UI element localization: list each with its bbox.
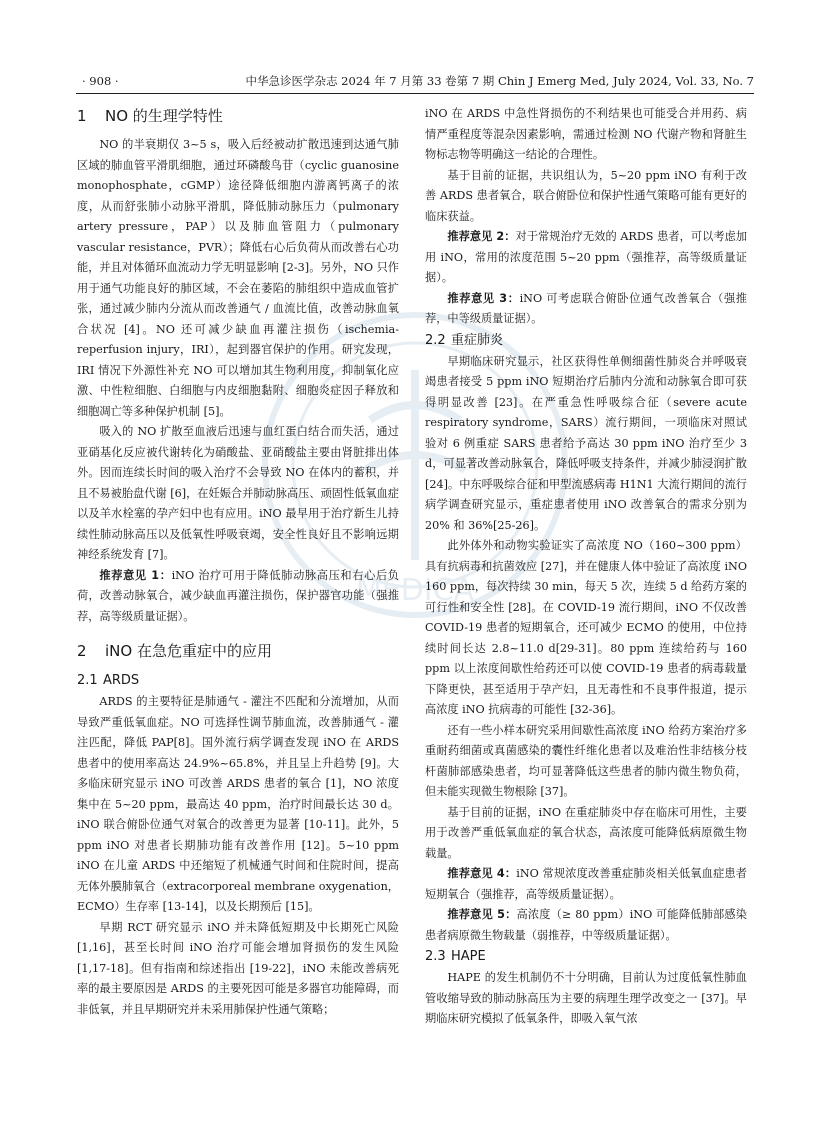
section-2-heading xyxy=(77,639,399,663)
paragraph: HAPE 的发生机制仍不十分明确，目前认为过度低氧性肺血管收缩导致的肺动脉高压为主要的病理生理学改变之一 [37]。早期临床研究模拟了低氧条件，即吸入氧气浓 xyxy=(425,971,747,1025)
recommendation-label: 推荐意见 3： xyxy=(447,291,520,305)
recommendation-2 xyxy=(425,227,747,289)
recommendation-text: 高浓度（≥ 80 ppm）iNO 可能降低肺部感染患者病原微生物载量（弱推荐，中等级质量证据）。 xyxy=(425,908,747,942)
subsection-title: ARDS xyxy=(103,673,140,688)
recommendation-text: iNO 治疗可用于降低肺动脉高压和右心后负荷，改善动脉氧合，减少缺血再灌注损伤，保护器官功能（强推荐，高等级质量证据）。 xyxy=(77,568,399,623)
page-number: · 908 · xyxy=(82,74,119,88)
recommendation-4 xyxy=(425,864,747,905)
subsection-number: 2.3 xyxy=(425,949,446,964)
paragraph: 早期 RCT 研究显示 iNO 并未降低短期及中长期死亡风险 [1,16]，甚至长时间 iNO 治疗可能会增加肾损伤的发生风险 [1,17-18]。但有指南和综述指出 [19-22]，iNO 未能改善病死率的最主要原因是 ARDS 的主要死因可能是多器官功能障碍，而非低氧，并且早期研究并未采用肺保护性通气策略； xyxy=(77,920,399,1016)
recommendation-label: 推荐意见 5： xyxy=(447,908,517,921)
section-title: NO 的生理学特性 xyxy=(105,107,223,125)
section-title: iNO 在急危重症中的应用 xyxy=(105,642,272,660)
section-number: 1 xyxy=(77,107,87,125)
recommendation-text: 对于常规治疗无效的 ARDS 患者，可以考虑加用 iNO，常用的浓度范围 5~20 ppm（强推荐，高等级质量证据）。 xyxy=(425,230,748,284)
recommendation-3 xyxy=(425,289,747,330)
paragraph: 吸入的 NO 扩散至血液后迅速与血红蛋白结合而失活，通过亚硝基化反应被代谢转化为硝酸盐、亚硝酸盐主要由肾脏排出体外。因而连续长时间的吸入治疗不会导致 NO 在体内的蓄积，并且不易被胎盘代谢 [6]，在妊娠合并肺动脉高压、顽固性低氧血症以及羊水栓塞的孕产妇中也有应用。iNO 最早用于治疗新生儿持续性肺动脉高压以及低氧性呼吸衰竭，安全性良好且不影响远期神经系统发育 [7]。 xyxy=(77,425,399,561)
paragraph: ARDS 的主要特征是肺通气 - 灌注不匹配和分流增加，从而导致严重低氧血症。NO 可选择性调节肺血流，改善肺通气 - 灌注匹配，降低 PAP[8]。国外流行病学调查发现 iNO 在 ARDS 患者中的使用率高达 24.9%~65.8%，并且呈上升趋势 [9]。大多临床研究显示 iNO 可改善 ARDS 患者的氧合 [1]，NO 浓度集中在 5~20 ppm，最高达 40 ppm，治疗时间最长达 30 d。iNO 联合俯卧位通气对氧合的改善更为显著 [10-11]。此外，5 ppm iNO 对患者长期肺功能有改善作用 [12]。5~10 ppm iNO 在儿童 ARDS 中还缩短了机械通气时间和住院时间，提高无体外膜肺氧合（extracorporeal membrane oxygenation，ECMO）生存率 [13-14]，以及长期预后 [15]。 xyxy=(77,695,399,913)
subsection-title: 重症肺炎 xyxy=(451,332,504,348)
right-column xyxy=(425,104,747,1030)
journal-citation: 中华急诊医学杂志 2024 年 7 月第 33 卷第 7 期 Chin J Emerg Med, July 2024, Vol. 33, No. 7 xyxy=(245,74,754,88)
subsection-number: 2.1 xyxy=(77,673,98,688)
paragraph: 还有一些小样本研究采用间歇性高浓度 iNO 给药方案治疗多重耐药细菌或真菌感染的囊性纤维化患者以及难治性非结核分枝杆菌肺部感染患者，均可显著降低这些患者的肺内微生物负荷，但未能实现微生物根除 [37]。 xyxy=(425,723,747,798)
paragraph: 早期临床研究显示，社区获得性单侧细菌性肺炎合并呼吸衰竭患者接受 5 ppm iNO 短期治疗后肺内分流和动脉氧合即可获得明显改善 [23]。在严重急性呼吸综合征（severe acute respiratory syndrome，SARS）流行期间，一项临床对照试验对 6 例重症 SARS 患者给予高达 30 ppm iNO 治疗至少 3 d，可显著改善动脉氧合，降低呼吸支持条件，并减少肺浸润扩散 [24]。中东呼吸综合征和甲型流感病毒 H1N1 大流行期间的流行病学调查研究显示，重症患者使用 iNO 改善氧合的需求分别为 20% 和 36%[25-26]。 xyxy=(425,354,747,532)
subsection-2-2-heading xyxy=(425,330,747,352)
paragraph: 基于目前的证据，共识组认为，5~20 ppm iNO 有利于改善 ARDS 患者氧合，联合俯卧位和保护性通气策略可能有更好的临床获益。 xyxy=(425,168,747,223)
recommendation-5 xyxy=(425,905,747,946)
section-1-heading xyxy=(77,104,399,128)
running-header xyxy=(76,71,754,94)
recommendation-1 xyxy=(77,566,399,628)
recommendation-label: 推荐意见 4： xyxy=(447,867,517,880)
paragraph: 此外体外和动物实验证实了高浓度 NO（160~300 ppm）具有抗病毒和抗菌效应 [27]，并在健康人体中验证了高浓度 iNO 160 ppm，每次持续 30 min，每天 5 次，连续 5 d 给药方案的可行性和安全性 [28]。在 COVID-19 流行期间，iNO 不仅改善 COVID-19 患者的短期氧合，还可减少 ECMO 的使用，中位持续时间长达 2.8~11.0 d[29-31]。80 ppm 连续给药与 160 ppm 以上浓度间歇性给药还可以使 COVID-19 患者的病毒载量下降更快，甚至适用于孕产妇，且无毒性和不良事件报道，提示高浓度 iNO 抗病毒的可能性 [32-36]。 xyxy=(425,539,747,716)
subsection-title: HAPE xyxy=(451,949,486,964)
section-number: 2 xyxy=(77,642,87,660)
paragraph: iNO 在 ARDS 中急性肾损伤的不利结果也可能受合并用药、病情严重程度等混杂因素影响，需通过检测 NO 代谢产物和肾脏生物标志物等明确这一结论的合理性。 xyxy=(425,107,747,161)
recommendation-text: iNO 常规浓度改善重症肺炎相关低氧血症患者短期氧合（强推荐，高等级质量证据）。 xyxy=(425,867,747,901)
subsection-number: 2.2 xyxy=(425,332,446,348)
subsection-2-3-heading xyxy=(425,946,747,968)
subsection-2-1-heading xyxy=(77,670,399,692)
left-column xyxy=(77,104,399,1020)
recommendation-text: iNO 可考虑联合俯卧位通气改善氧合（强推荐，中等级质量证据）。 xyxy=(425,291,747,325)
paragraph: NO 的半衰期仅 3~5 s，吸入后经被动扩散迅速到达通气肺区域的肺血管平滑肌细胞，通过环磷酸鸟苷（cyclic guanosine monophosphate，cGMP）途径降低细胞内游离钙离子的浓度，从而舒张肺小动脉平滑肌，降低肺动脉压力（pulmonary artery pressure，PAP）以及肺血管阻力（pulmonary vascular resistance，PVR）；降低右心后负荷从而改善右心功能，并且对体循环血流动力学无明显影响 [2-3]。另外，NO 只作用于通气功能良好的肺区域，不会在萎陷的肺组织中造成血管扩张，通过减少肺内分流从而改善通气 / 血流比值，改善动脉血氧合状况 [4]。NO 还可减少缺血再灌注损伤（ischemia-reperfusion injury，IRI），起到器官保护的作用。研究发现，IRI 情况下外源性补充 NO 可以增加其生物利用度，抑制氧化应激、中性粒细胞、白细胞与内皮细胞黏附、细胞炎症因子释放和细胞凋亡等多种保护机制 [5]。 xyxy=(77,138,399,418)
recommendation-label: 推荐意见 1： xyxy=(99,568,172,582)
recommendation-label: 推荐意见 2： xyxy=(447,230,516,243)
paragraph: 基于目前的证据，iNO 在重症肺炎中存在临床可用性，主要用于改善严重低氧血症的氧合状态，高浓度可能降低病原微生物载量。 xyxy=(425,805,747,860)
watermark-text: MEDICA xyxy=(355,573,475,608)
